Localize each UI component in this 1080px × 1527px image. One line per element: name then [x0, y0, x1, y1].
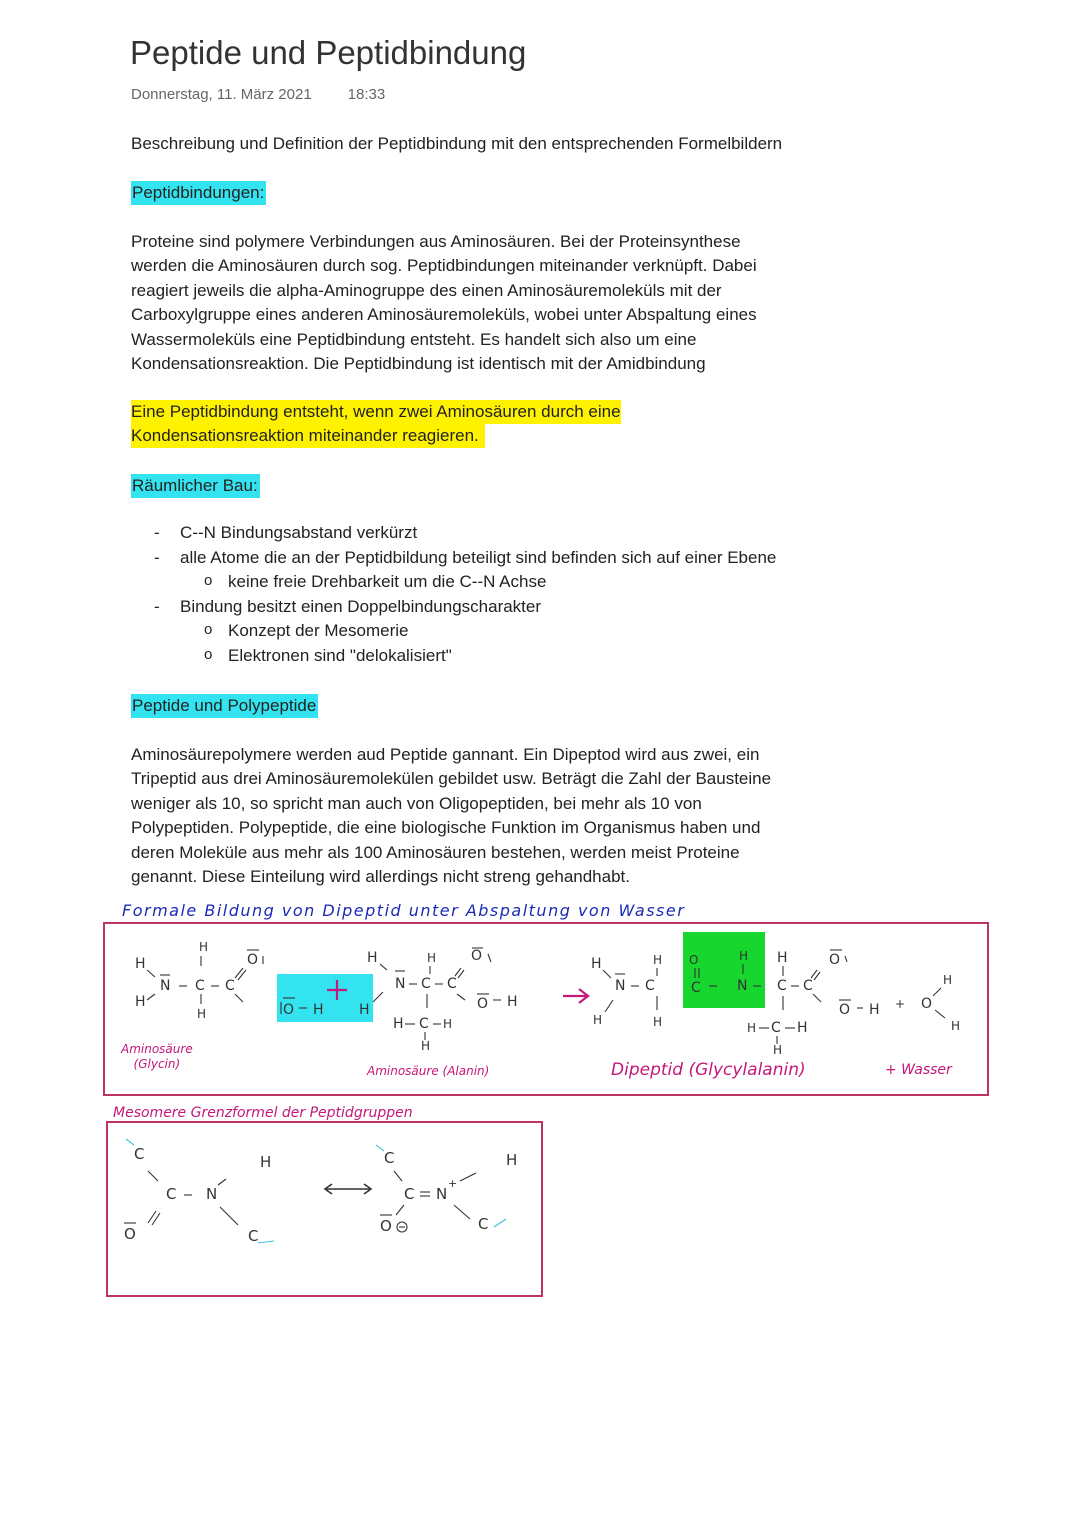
svg-text:C: C — [134, 1145, 145, 1163]
reaction-scheme — [105, 924, 987, 1094]
svg-text:H: H — [747, 1021, 757, 1035]
svg-text:H: H — [313, 1002, 324, 1018]
paragraph-line: Kondensationsreaktion. Die Peptidbindung ist identisch mit der Amidbindung — [131, 354, 706, 374]
svg-text:H: H — [393, 1016, 404, 1032]
paragraph-line: werden die Aminosäuren durch sog. Peptidbindungen miteinander verknüpft. Dabei — [131, 256, 757, 276]
svg-text:O: O — [689, 953, 699, 967]
paragraph-line: Carboxylgruppe eines anderen Aminosäuremoleküls, wobei unter Abspaltung eines — [131, 305, 757, 325]
svg-text:H: H — [359, 1002, 370, 1018]
svg-text:C: C — [404, 1185, 415, 1203]
list-item: - C--N Bindungsabstand verkürzt — [154, 521, 776, 546]
heading-peptide-polypeptide-label: Peptide und Polypeptide — [131, 694, 318, 718]
svg-text:H: H — [943, 973, 953, 987]
label-glycin-line2: (Glycin) — [133, 1057, 181, 1071]
svg-text:C: C — [691, 980, 701, 996]
sub-list-item: o Elektronen sind "delokalisiert" — [204, 644, 776, 669]
svg-text:+: + — [448, 1177, 458, 1190]
paragraph-peptidbindungen — [131, 230, 757, 376]
svg-text:C: C — [771, 1020, 781, 1036]
label-dipeptid: Dipeptid (Glycylalanin) — [611, 1060, 806, 1080]
svg-text:H: H — [593, 1013, 603, 1027]
page-title: Peptide und Peptidbindung — [130, 34, 527, 71]
svg-text:H: H — [260, 1153, 272, 1171]
svg-text:H: H — [591, 956, 602, 972]
svg-text:C: C — [248, 1227, 259, 1245]
svg-text:H: H — [797, 1020, 808, 1036]
paragraph-polypeptide — [131, 743, 771, 889]
svg-text:H: H — [421, 1039, 431, 1053]
heading-peptidbindungen — [131, 181, 266, 205]
svg-text:C: C — [645, 978, 655, 994]
svg-text:H: H — [443, 1017, 453, 1031]
svg-text:N: N — [206, 1185, 218, 1203]
svg-text:O: O — [829, 952, 841, 968]
raeumlicher-bau-list — [154, 521, 776, 668]
svg-text:H: H — [135, 994, 146, 1010]
heading-raeumlicher-bau — [131, 474, 260, 498]
heading-raeumlicher-bau-label: Räumlicher Bau: — [131, 474, 260, 498]
svg-text:C: C — [225, 978, 235, 994]
svg-text:H: H — [135, 956, 146, 972]
svg-text:O: O — [839, 1002, 851, 1018]
page-date: Donnerstag, 11. März 2021 — [131, 86, 312, 103]
svg-text:H: H — [951, 1019, 961, 1033]
svg-text:C: C — [166, 1185, 177, 1203]
svg-text:C: C — [478, 1215, 489, 1233]
svg-text:H: H — [773, 1043, 783, 1057]
svg-text:C: C — [419, 1016, 429, 1032]
label-glycin — [121, 1042, 193, 1072]
svg-text:H: H — [367, 950, 378, 966]
svg-text:O: O — [283, 1002, 295, 1018]
heading-peptidbindungen-label: Peptidbindungen: — [131, 181, 266, 205]
svg-text:C: C — [421, 976, 431, 992]
svg-text:O: O — [247, 952, 259, 968]
svg-text:+: + — [895, 997, 906, 1011]
svg-text:H: H — [427, 951, 437, 965]
svg-text:N: N — [160, 978, 171, 994]
svg-text:O: O — [477, 996, 489, 1012]
paragraph-line: Tripeptid aus drei Aminosäuremolekülen gebildet usw. Beträgt die Zahl der Bausteine — [131, 769, 772, 789]
sub-list — [180, 619, 776, 668]
sub-list — [180, 570, 776, 595]
sub-list-item: o Konzept der Mesomerie — [204, 619, 776, 644]
highlighted-definition — [131, 400, 621, 449]
reaction-title: Formale Bildung von Dipeptid unter Abspaltung von Wasser — [122, 901, 686, 920]
label-wasser: + Wasser — [885, 1062, 952, 1078]
svg-text:N: N — [615, 978, 626, 994]
svg-text:N: N — [436, 1185, 448, 1203]
list-item-text: alle Atome die an der Peptidbildung beteiligt sind befinden sich auf einer Ebene — [180, 547, 777, 567]
svg-text:H: H — [507, 994, 518, 1010]
mesomerie-box — [106, 1121, 543, 1297]
svg-text:O: O — [471, 948, 483, 964]
svg-text:H: H — [869, 1002, 880, 1018]
paragraph-line: Aminosäurepolymere werden aud Peptide gannant. Ein Dipeptod wird aus zwei, ein — [131, 745, 760, 764]
paragraph-line: Polypeptiden. Polypeptide, die eine biologische Funktion im Organismus haben und — [131, 818, 761, 838]
definition-line: Kondensationsreaktion miteinander reagieren. — [131, 424, 485, 448]
intro-text: Beschreibung und Definition der Peptidbindung mit den entsprechenden Formelbildern — [131, 134, 783, 153]
svg-text:H: H — [739, 949, 749, 963]
paragraph-line: reagiert jeweils die alpha-Aminogruppe des einen Aminosäuremoleküls mit der — [131, 280, 722, 300]
svg-text:H: H — [197, 1007, 207, 1021]
svg-text:H: H — [653, 953, 663, 967]
paragraph-line: deren Moleküle aus mehr als 100 Aminosäuren bestehen, werden meist Proteine — [131, 842, 740, 862]
list-item-text: Bindung besitzt einen Doppelbindungscharakter — [180, 596, 542, 616]
svg-text:O: O — [921, 996, 933, 1012]
paragraph-line: Wassermoleküls eine Peptidbindung entsteht. Es handelt sich also um eine — [131, 329, 697, 349]
paragraph-line: Proteine sind polymere Verbindungen aus Aminosäuren. Bei der Proteinsynthese — [131, 232, 741, 251]
reaction-box — [103, 922, 989, 1096]
mesomerie-title: Mesomere Grenzformel der Peptidgruppen — [113, 1105, 413, 1121]
svg-text:C: C — [195, 978, 205, 994]
heading-peptide-polypeptide — [131, 694, 318, 718]
paragraph-line: weniger als 10, so spricht man auch von Oligopeptiden, bei mehr als 10 von — [131, 793, 702, 813]
svg-text:N: N — [395, 976, 406, 992]
sub-list-item: o keine freie Drehbarkeit um die C--N Achse — [204, 570, 776, 595]
list-item — [154, 595, 776, 669]
svg-text:N: N — [737, 978, 748, 994]
page-meta — [131, 86, 385, 103]
svg-text:H: H — [653, 1015, 663, 1029]
label-glycin-line1: Aminosäure — [121, 1042, 193, 1056]
svg-text:C: C — [777, 978, 787, 994]
svg-text:C: C — [447, 976, 457, 992]
mesomerie-scheme — [108, 1123, 541, 1295]
svg-text:C: C — [803, 978, 813, 994]
paragraph-line: genannt. Diese Einteilung wird allerdings nicht streng gehandhabt. — [131, 867, 630, 887]
label-alanin: Aminosäure (Alanin) — [367, 1064, 490, 1078]
svg-text:H: H — [777, 950, 788, 966]
svg-text:O: O — [124, 1225, 136, 1243]
svg-text:H: H — [506, 1151, 518, 1169]
list-item — [154, 546, 776, 595]
definition-line: Eine Peptidbindung entsteht, wenn zwei Aminosäuren durch eine — [131, 400, 621, 424]
svg-text:H: H — [199, 940, 209, 954]
page-time: 18:33 — [347, 86, 386, 103]
svg-text:C: C — [384, 1149, 395, 1167]
svg-text:O: O — [380, 1217, 392, 1235]
